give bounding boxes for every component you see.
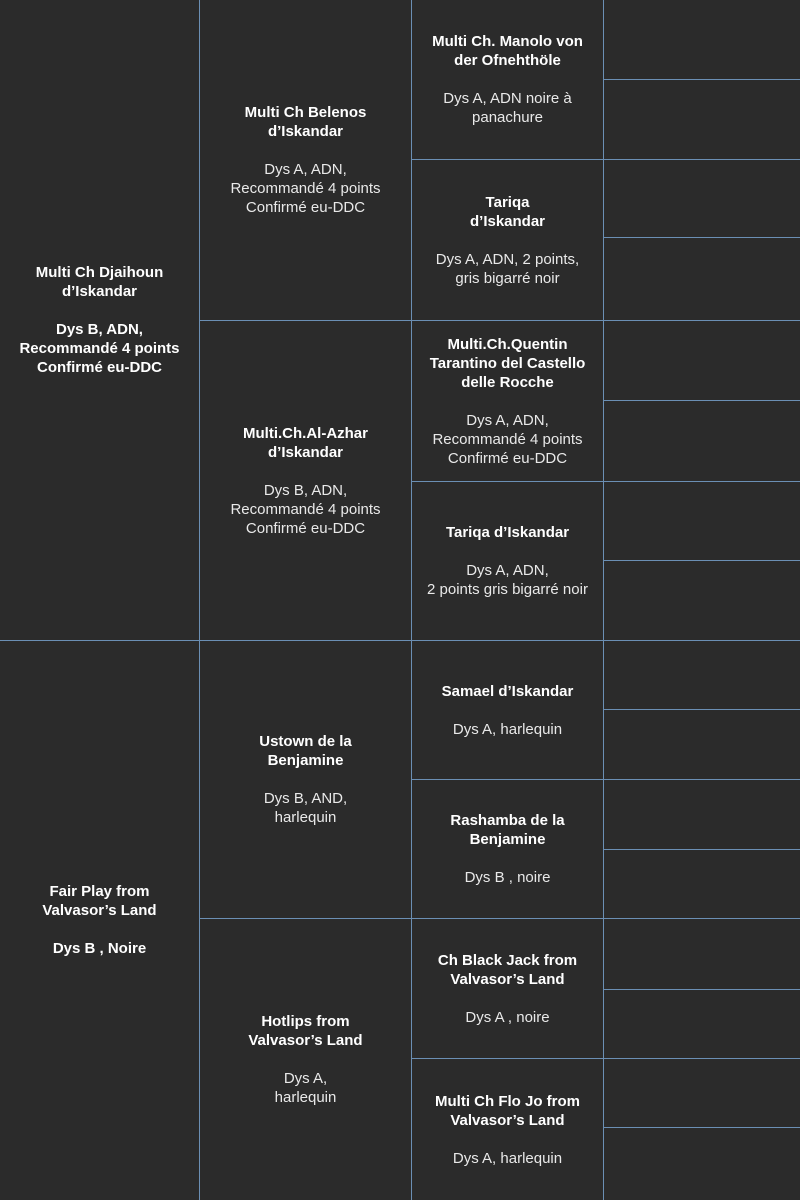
dog-info: Dys A, harlequin bbox=[452, 1149, 563, 1167]
dd-sire-cell bbox=[412, 919, 603, 1058]
ss-sire-cell bbox=[412, 0, 603, 159]
dog-info: Dys B, ADN, Recommandé 4 points Confirmé eu-DDC bbox=[19, 321, 180, 376]
dog-info: Dys A, ADN noire à panachure bbox=[443, 90, 572, 126]
dog-name: Samael d’Iskandar bbox=[441, 682, 574, 700]
empty-ancestor-cell bbox=[604, 1128, 800, 1200]
sd-sire-cell bbox=[412, 321, 603, 481]
empty-ancestor-cell bbox=[604, 561, 800, 640]
dog-info: Dys A, ADN, 2 points, gris bigarré noir bbox=[435, 250, 580, 287]
dog-name: Multi Ch Djaihoun d’Iskandar bbox=[35, 264, 164, 300]
dog-name: Multi Ch. Manolo von der Ofnehthöle bbox=[432, 33, 583, 69]
empty-ancestor-cell bbox=[604, 641, 800, 709]
empty-ancestor-cell bbox=[604, 482, 800, 560]
empty-ancestor-cell bbox=[604, 321, 800, 400]
dog-info: Dys A, harlequin bbox=[452, 720, 563, 738]
ss-dam-cell bbox=[412, 160, 603, 320]
empty-ancestor-cell bbox=[604, 780, 800, 849]
empty-ancestor-cell bbox=[604, 919, 800, 989]
empty-ancestor-cell bbox=[604, 401, 800, 481]
dog-info: Dys B, ADN, Recommandé 4 points Confirmé eu-DDC bbox=[230, 481, 381, 537]
dog-name: Ch Black Jack from Valvasor’s Land bbox=[437, 951, 578, 988]
dog-name: Multi.Ch.Al-Azhar d’Iskandar bbox=[243, 424, 368, 461]
sire-sire-cell bbox=[200, 0, 411, 320]
dog-name: Multi Ch Flo Jo from Valvasor’s Land bbox=[435, 1092, 580, 1129]
dog-info: Dys B , Noire bbox=[52, 940, 147, 957]
ds-sire-cell bbox=[412, 641, 603, 779]
dd-dam-cell bbox=[412, 1059, 603, 1200]
dog-name: Tariqa d’Iskandar bbox=[445, 524, 570, 541]
empty-ancestor-cell bbox=[604, 238, 800, 320]
dog-info: Dys A, harlequin bbox=[274, 1070, 337, 1106]
dog-info: Dys B, AND, harlequin bbox=[263, 790, 348, 826]
ds-dam-cell bbox=[412, 780, 603, 918]
dog-name: Multi.Ch.Quentin Tarantino del Castello delle Rocche bbox=[429, 335, 586, 391]
dog-info: Dys A, ADN, 2 points gris bigarré noir bbox=[427, 562, 588, 598]
empty-ancestor-cell bbox=[604, 160, 800, 237]
dog-info: Dys A, ADN, Recommandé 4 points Confirmé eu-DDC bbox=[432, 411, 583, 467]
empty-ancestor-cell bbox=[604, 990, 800, 1058]
dog-name: Multi Ch Belenos d’Iskandar bbox=[244, 104, 367, 140]
dam-cell bbox=[0, 640, 199, 1200]
empty-ancestor-cell bbox=[604, 710, 800, 779]
dam-sire-cell bbox=[200, 641, 411, 918]
empty-ancestor-cell bbox=[604, 1059, 800, 1127]
sire-dam-cell bbox=[200, 321, 411, 640]
dam-dam-cell bbox=[200, 919, 411, 1200]
dog-name: Rashamba de la Benjamine bbox=[450, 812, 565, 848]
dog-name: Hotlips from Valvasor’s Land bbox=[248, 1013, 363, 1049]
dog-info: Dys B , noire bbox=[464, 869, 551, 886]
dog-name: Tariqa d’Iskandar bbox=[469, 193, 546, 230]
dog-name: Fair Play from Valvasor’s Land bbox=[42, 883, 157, 919]
sire-cell bbox=[0, 0, 199, 640]
sd-dam-cell bbox=[412, 482, 603, 640]
empty-ancestor-cell bbox=[604, 850, 800, 918]
empty-ancestor-cell bbox=[604, 80, 800, 159]
dog-name: Ustown de la Benjamine bbox=[259, 733, 352, 769]
dog-info: Dys A , noire bbox=[465, 1008, 550, 1026]
empty-ancestor-cell bbox=[604, 0, 800, 79]
dog-info: Dys A, ADN, Recommandé 4 points Confirmé eu-DDC bbox=[230, 161, 381, 216]
